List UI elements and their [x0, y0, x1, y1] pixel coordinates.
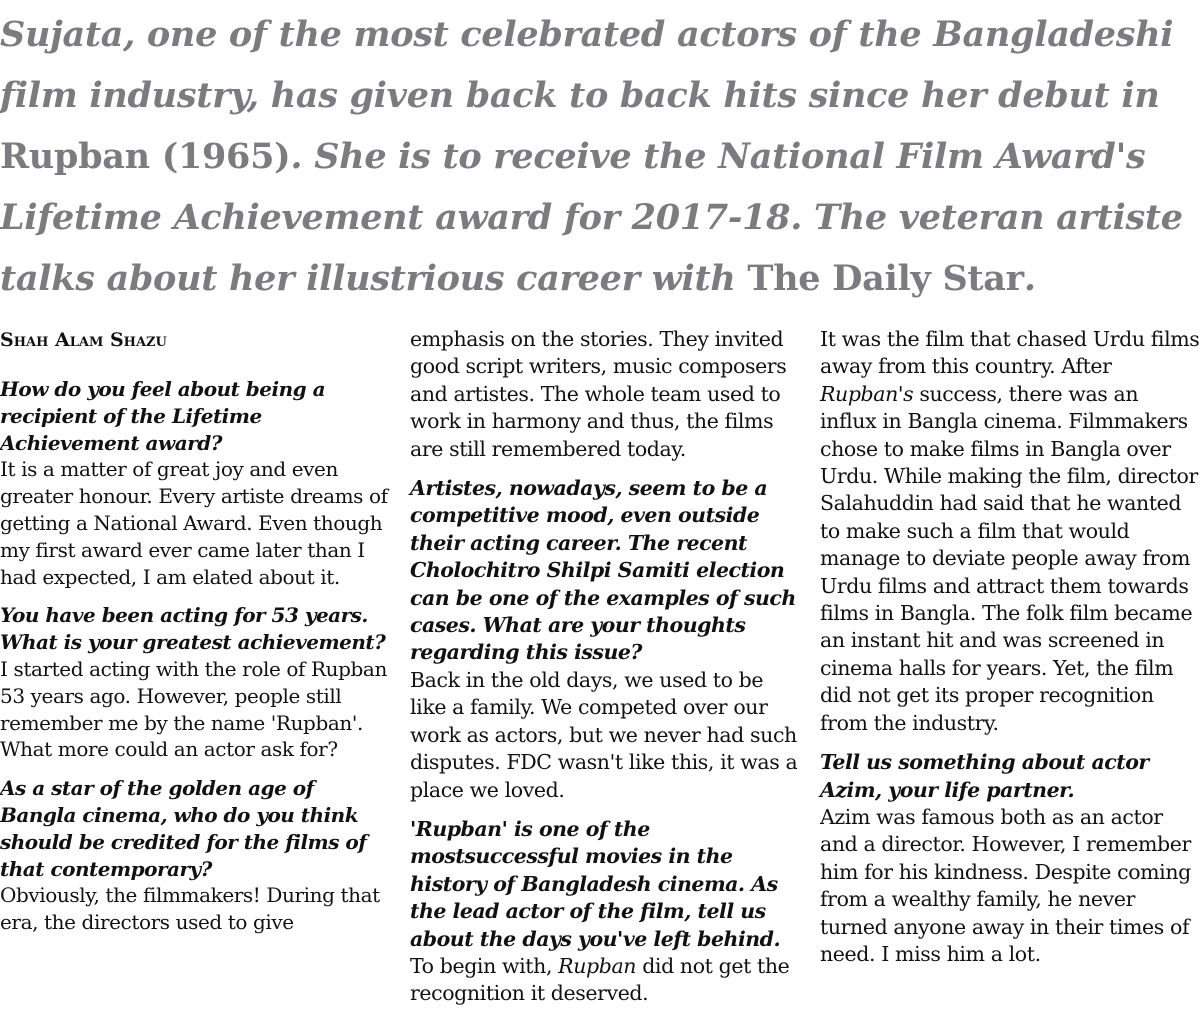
intro-line-3-rest: . She is to receive the National Film Award's [290, 136, 1146, 177]
answer-text: did not get the recognition it deserved. [410, 953, 790, 1006]
answer-continued: emphasis on the stories. They invited good script writers, music composers and artistes. The whole team used to work in harmony and thus, the films are still remembered today. [410, 327, 787, 461]
intro-line-5 [0, 248, 1036, 309]
qa-item [0, 376, 392, 590]
intro-line-4: Lifetime Achievement award for 2017-18. The veteran artiste [0, 197, 1183, 238]
intro-line-3 [0, 126, 1145, 187]
answer-text: success, there was an influx in Bangla cinema. Filmmakers chose to make films in Bangla over Urdu. While making the film, director Salahuddin had said that he wanted to make such a film that would manage to deviate people away from Urdu films and attract them towards films in Bangla. The folk film became an instant hit and was screened in cinema halls for years. Yet, the film did not get its proper recognition from the industry. [820, 381, 1198, 735]
question: You have been acting for 53 years. What is your greatest achievement? [0, 603, 386, 655]
qa-item [410, 816, 802, 1008]
movie-title: Rupban's [820, 381, 914, 406]
answer: It is a matter of great joy and even greater honour. Every artiste dreams of getting a National Award. Even though my first award ever came later than I had expected, I am elated about it. [0, 457, 388, 589]
qa-item [820, 749, 1200, 968]
column-1 [0, 326, 392, 948]
qa-item [410, 475, 802, 804]
intro-line-5-text: talks about her illustrious career with [0, 258, 748, 299]
intro-movie-title: Rupban (1965) [0, 136, 291, 177]
movie-title: Rupban [558, 953, 637, 978]
answer: Obviously, the filmmakers! During that era, the directors used to give [0, 883, 380, 935]
answer: Back in the old days, we used to be like a family. We competed over our work as actors, but we never had such disputes. FDC wasn't like this, it was a place we loved. [410, 667, 798, 802]
column-3 [820, 326, 1200, 980]
qa-item [0, 775, 392, 936]
intro-line-2: film industry, has given back to back hits since her debut in [0, 75, 1160, 116]
question: As a star of the golden age of Bangla cinema, who do you think should be credited for the films of that contemporary? [0, 776, 367, 881]
question: How do you feel about being a recipient of the Lifetime Achievement award? [0, 377, 326, 455]
question: 'Rupban' is one of the mostsuccessful movies in the history of Bangladesh cinema. As the lead actor of the film, tell us about the days you've left behind. [410, 816, 781, 951]
qa-item [0, 602, 392, 763]
answer-text: It was the film that chased Urdu films away from this country. After [820, 327, 1200, 379]
intro-line-1: Sujata, one of the most celebrated actors of the Bangladeshi [0, 14, 1174, 55]
question: Artistes, nowadays, seem to be a competitive mood, even outside their acting career. The recent Cholochitro Shilpi Samiti election can be one of the examples of such cases. What are your thoughts regarding this issue? [410, 476, 796, 665]
intro-standfirst [0, 4, 1200, 309]
answer: I started acting with the role of Rupban 53 years ago. However, people still remember me by the name 'Rupban'. What more could an actor ask for? [0, 656, 387, 762]
answer-continued [820, 326, 1200, 737]
author-byline: Shah Alam Shazu [0, 329, 167, 351]
newspaper-name: The Daily Star [747, 258, 1024, 299]
column-2 [410, 326, 802, 1020]
answer: Azim was famous both as an actor and a director. However, I remember him for his kindness. Despite coming from a wealthy family, he never turned anyone away in their times of need. I miss him a lot. [820, 804, 1191, 966]
answer-text: To begin with, [410, 953, 559, 978]
answer [410, 953, 802, 1008]
question: Tell us something about actor Azim, your life partner. [820, 750, 1149, 802]
intro-line-5-end: . [1023, 258, 1036, 299]
